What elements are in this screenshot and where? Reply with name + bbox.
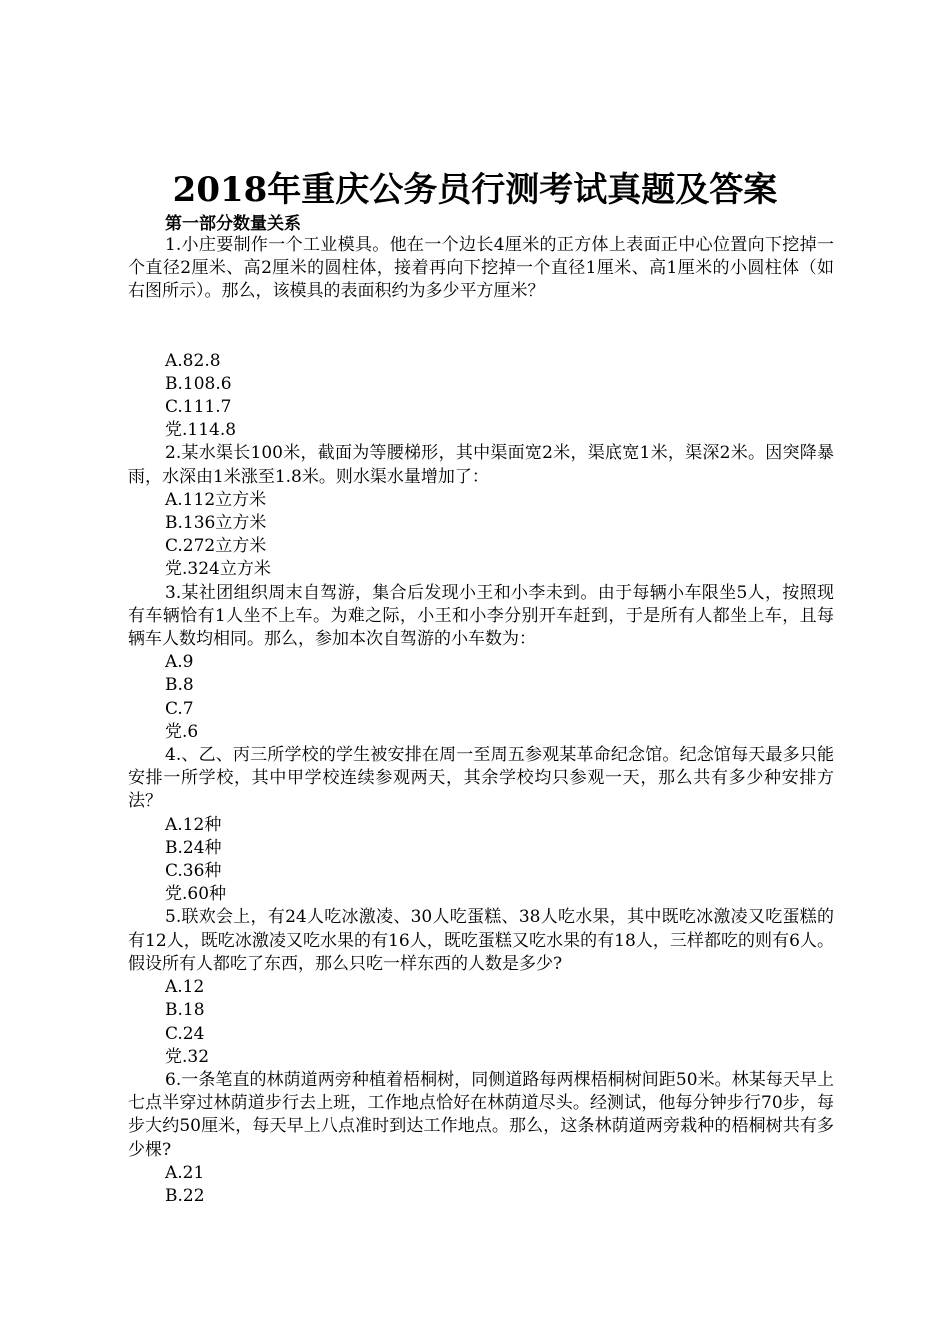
figure-placeholder bbox=[128, 304, 834, 350]
question-2 bbox=[128, 442, 834, 581]
option-c: C.111.7 bbox=[165, 397, 232, 418]
option-a: A.112立方米 bbox=[165, 489, 267, 510]
option-c: C.36种 bbox=[165, 861, 222, 882]
option-b: B.18 bbox=[165, 1000, 205, 1021]
option-b: B.8 bbox=[165, 675, 194, 696]
question-stem: 4.、乙、丙三所学校的学生被安排在周一至周五参观某革命纪念馆。纪念馆每天最多只能安排一所学校，其中甲学校连续参观两天，其余学校均只参观一天，那么共有多少种安排方法？ bbox=[128, 745, 834, 812]
question-6 bbox=[128, 1069, 834, 1208]
option-b: B.24种 bbox=[165, 837, 222, 858]
option-a: A.12种 bbox=[165, 814, 222, 835]
document-title: 2018年重庆公务员行测考试真题及答案 bbox=[172, 170, 778, 210]
option-b: B.136立方米 bbox=[165, 513, 267, 534]
option-d: 党.6 bbox=[165, 721, 199, 742]
option-a: A.12 bbox=[165, 977, 205, 998]
option-d: 党.32 bbox=[165, 1046, 210, 1067]
option-b: B.22 bbox=[165, 1185, 205, 1206]
question-stem: 6.一条笔直的林荫道两旁种植着梧桐树，同侧道路每两棵梧桐树间距50米。林某每天早上七点半穿过林荫道步行去上班，工作地点恰好在林荫道尽头。经测试，他每分钟步行70步，每步大约50厘米，每天早上八点准时到达工作地点。那么，这条林荫道两旁栽种的梧桐树共有多少棵? bbox=[128, 1069, 834, 1160]
option-b: B.108.6 bbox=[165, 373, 232, 394]
question-3 bbox=[128, 582, 834, 744]
question-stem: 2.某水渠长100米，截面为等腰梯形，其中渠面宽2米，渠底宽1米，渠深2米。因突降暴雨，水深由1米涨至1.8米。则水渠水量增加了： bbox=[128, 443, 834, 487]
option-a: A.82.8 bbox=[165, 350, 221, 371]
option-d: 党.324立方米 bbox=[165, 559, 271, 580]
option-d: 党.114.8 bbox=[165, 420, 237, 441]
question-stem: 5.联欢会上，有24人吃冰激凌、30人吃蛋糕、38人吃水果，其中既吃冰激凌又吃蛋糕的有12人，既吃冰激凌又吃水果的有16人，既吃蛋糕又吃水果的有18人，三样都吃的则有6人。假设所有人都吃了东西，那么只吃一样东西的人数是多少? bbox=[128, 907, 834, 974]
option-a: A.9 bbox=[165, 652, 194, 673]
option-c: C.24 bbox=[165, 1023, 205, 1044]
question-1 bbox=[128, 234, 834, 442]
question-list bbox=[128, 234, 834, 1208]
section-heading: 第一部分数量关系 bbox=[165, 214, 301, 234]
question-stem: 3.某社团组织周末自驾游，集合后发现小王和小李未到。由于每辆小车限坐5人，按照现有车辆恰有1人坐不上车。为难之际，小王和小李分别开车赶到，于是所有人都坐上车，且每辆车人数均相同。那么，参加本次自驾游的小车数为： bbox=[128, 582, 834, 650]
option-c: C.7 bbox=[165, 698, 194, 719]
question-5 bbox=[128, 906, 834, 1068]
option-a: A.21 bbox=[165, 1162, 205, 1183]
question-4 bbox=[128, 744, 834, 906]
question-stem: 1.小庄要制作一个工业模具。他在一个边长4厘米的正方体上表面正中心位置向下挖掉一个直径2厘米、高2厘米的圆柱体，接着再向下挖掉一个直径1厘米、高1厘米的小圆柱体（如右图所示）。那么，该模具的表面积约为多少平方厘米？ bbox=[128, 235, 834, 302]
option-c: C.272立方米 bbox=[165, 536, 267, 557]
option-d: 党.60种 bbox=[165, 884, 227, 905]
